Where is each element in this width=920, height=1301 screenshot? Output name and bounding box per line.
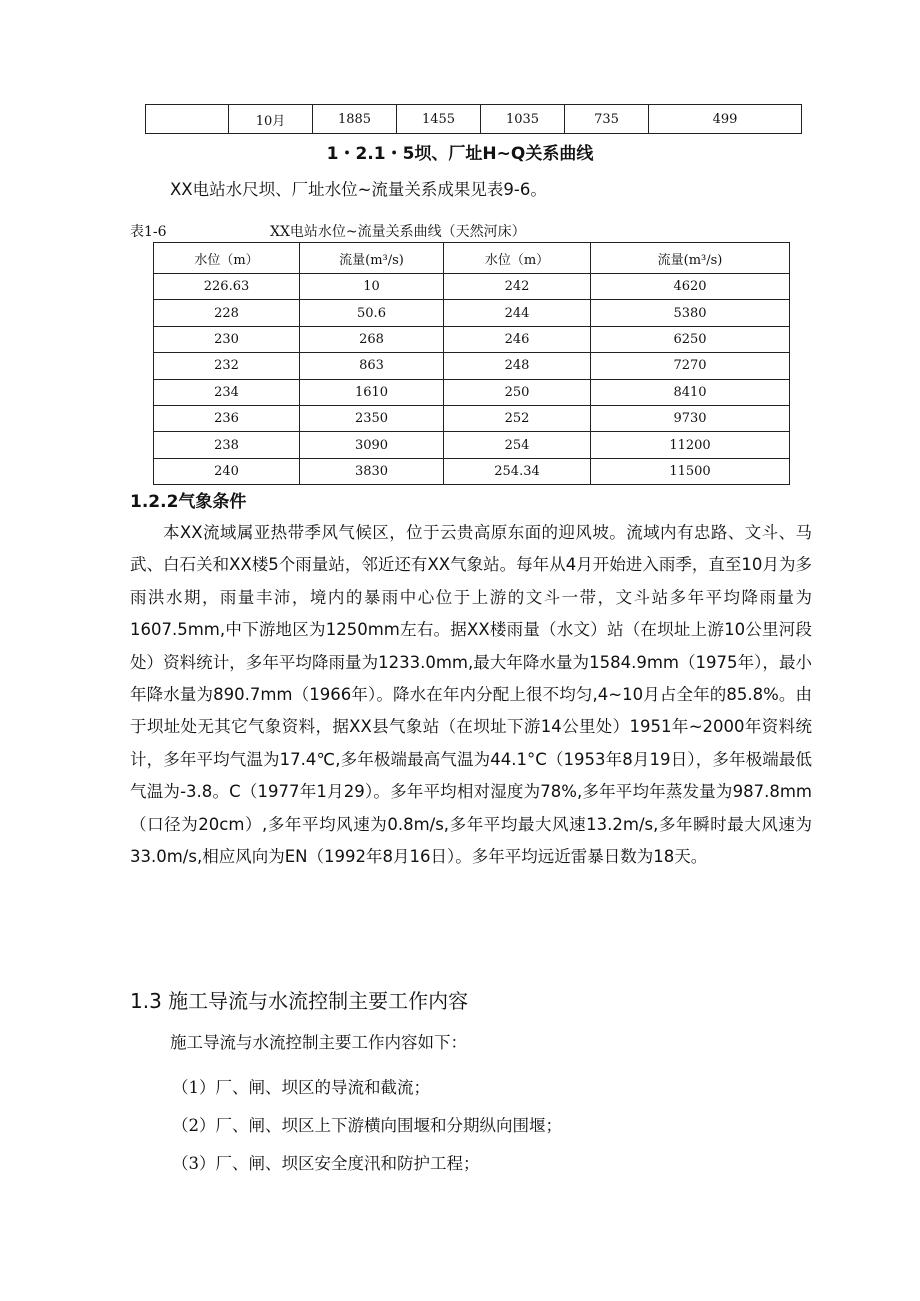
column-header: 流量(m³/s) — [300, 243, 444, 274]
table-row — [154, 432, 790, 458]
table-row — [154, 274, 790, 300]
table-row — [154, 458, 790, 484]
table-cell: 228 — [154, 300, 300, 326]
table-cell: 1455 — [397, 105, 481, 134]
previous-table-fragment — [145, 104, 802, 134]
table-row — [154, 326, 790, 352]
column-header: 流量(m³/s) — [591, 243, 790, 274]
table-cell: 240 — [154, 458, 300, 484]
table-cell: 1035 — [481, 105, 565, 134]
table-cell: 232 — [154, 353, 300, 379]
table-cell: 238 — [154, 432, 300, 458]
table-cell: 254 — [444, 432, 591, 458]
table-cell: 2350 — [300, 405, 444, 431]
table-cell: 9730 — [591, 405, 790, 431]
table-cell: 735 — [565, 105, 649, 134]
table-cell: 3090 — [300, 432, 444, 458]
table-cell: 234 — [154, 379, 300, 405]
table-cell: 11500 — [591, 458, 790, 484]
table-cell: 6250 — [591, 326, 790, 352]
table-header-row — [154, 243, 790, 274]
table-cell: 254.34 — [444, 458, 591, 484]
table-cell: 230 — [154, 326, 300, 352]
table-cell: 499 — [649, 105, 802, 134]
table-cell: 11200 — [591, 432, 790, 458]
table-cell — [146, 105, 229, 134]
table-cell: 863 — [300, 353, 444, 379]
section-heading-1215: 1・2.1・5坝、厂址H~Q关系曲线 — [326, 144, 594, 164]
section-13-intro: 施工导流与水流控制主要工作内容如下： — [170, 1033, 467, 1052]
table-caption: XX电站水位~流量关系曲线（天然河床） — [270, 224, 526, 240]
table-cell: 5380 — [591, 300, 790, 326]
table-cell: 10月 — [229, 105, 313, 134]
table-cell: 4620 — [591, 274, 790, 300]
table-row — [154, 405, 790, 431]
column-header: 水位（m） — [154, 243, 300, 274]
table-row — [154, 353, 790, 379]
climate-paragraph: 本XX流域属亚热带季风气候区，位于云贵高原东面的迎风坡。流域内有忠路、文斗、马武、白石关和XX楼5个雨量站，邻近还有XX气象站。每年从4月开始进入雨季，直至10月为多雨洪水期，雨量丰沛，境内的暴雨中心位于上游的文斗一带，文斗站多年平均降雨量为1607.5mm,中下游地区为1250mm左右。据XX楼雨量（水文）站（在坝址上游10公里河段处）资料统计，多年平均降雨量为1233.0mm,最大年降水量为1584.9mm（1975年），最小年降水量为890.7mm（1966年）。降水在年内分配上很不均匀,4~10月占全年的85.8%。由于坝址处无其它气象资料，据XX县气象站（在坝址下游14公里处）1951年~2000年资料统计，多年平均气温为17.4℃,多年极端最高气温为44.1°C（1953年8月19日），多年极端最低气温为-3.8。C（1977年1月29）。多年平均相对湿度为78%,多年平均年蒸发量为987.8mm（口径为20cm）,多年平均风速为0.8m/s,多年平均最大风速13.2m/s,多年瞬时最大风速为33.0m/s,相应风向为EN（1992年8月16日）。多年平均远近雷暴日数为18天。 — [130, 523, 812, 867]
section-heading-122: 1.2.2气象条件 — [130, 492, 247, 512]
table-cell: 242 — [444, 274, 591, 300]
section-intro: XX电站水尺坝、厂址水位~流量关系成果见表9-6。 — [170, 180, 547, 199]
table-cell: 252 — [444, 405, 591, 431]
table-row — [154, 379, 790, 405]
table-cell: 244 — [444, 300, 591, 326]
table-row — [146, 105, 802, 134]
column-header: 水位（m） — [444, 243, 591, 274]
table-label: 表1-6 — [130, 224, 167, 240]
table-cell: 236 — [154, 405, 300, 431]
list-item: （2）厂、闸、坝区上下游横向围堰和分期纵向围堰； — [172, 1116, 562, 1135]
table-cell: 3830 — [300, 458, 444, 484]
table-cell: 268 — [300, 326, 444, 352]
table-cell: 8410 — [591, 379, 790, 405]
list-item: （1）厂、闸、坝区的导流和截流； — [172, 1078, 430, 1097]
list-item: （3）厂、闸、坝区安全度汛和防护工程； — [172, 1154, 480, 1173]
section-heading-13: 1.3 施工导流与水流控制主要工作内容 — [130, 989, 469, 1013]
table-cell: 1610 — [300, 379, 444, 405]
table-row — [154, 300, 790, 326]
table-cell: 10 — [300, 274, 444, 300]
table-cell: 1885 — [313, 105, 397, 134]
stage-discharge-table — [153, 242, 790, 485]
table-cell: 248 — [444, 353, 591, 379]
table-cell: 250 — [444, 379, 591, 405]
table-cell: 50.6 — [300, 300, 444, 326]
table-cell: 226.63 — [154, 274, 300, 300]
table-cell: 246 — [444, 326, 591, 352]
table-cell: 7270 — [591, 353, 790, 379]
